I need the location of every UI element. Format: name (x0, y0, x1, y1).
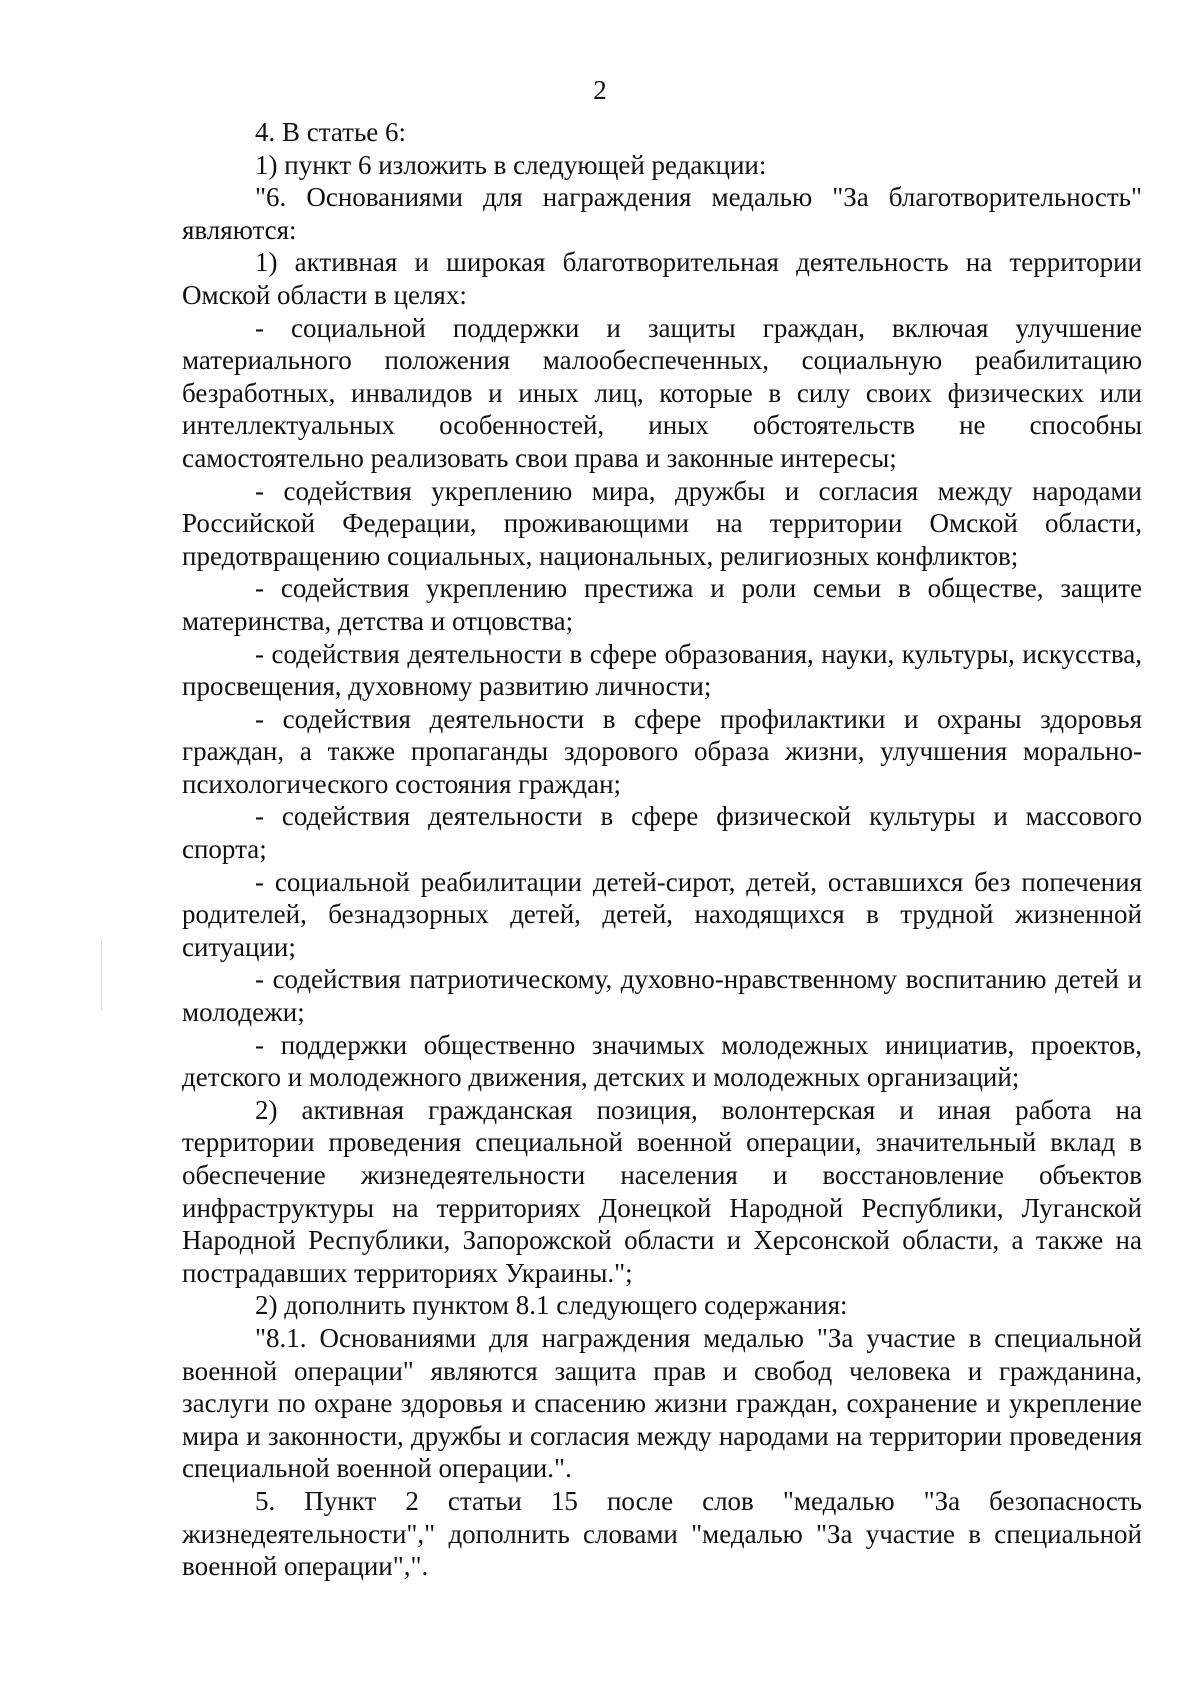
paragraph-bullet-education: - содействия деятельности в сфере образования, науки, культуры, искусства, просвещения, духовному развитию личности; (182, 638, 1142, 702)
paragraph-bullet-patriotic: - содействия патриотическому, духовно-нравственному воспитанию детей и молодежи; (182, 964, 1142, 1028)
paragraph-bullet-orphans: - социальной реабилитации детей-сирот, детей, оставшихся без попечения родителей, безнадзорных детей, детей, находящихся в трудной жизненной ситуации; (182, 866, 1142, 962)
paragraph-item-1-intro: 1) пункт 6 изложить в следующей редакции: (255, 149, 767, 180)
paragraph-bullet-youth: - поддержки общественно значимых молодежных инициатив, проектов, детского и молодежного движения, детских и молодежных организаций; (182, 1029, 1142, 1093)
paragraph-article-6-heading: 4. В статье 6: (255, 117, 407, 147)
scan-artifact-line (101, 940, 102, 1010)
paragraph-subpoint-2: 2) активная гражданская позиция, волонтерская и иная работа на территории проведения специальной военной операции, значительный вклад в обеспечение жизнедеятельности населения и восстановление объектов инфраструктуры на территориях Донецкой Народной Республики, Луганской Народной Республики, Запорожской области и Херсонской области, а также на пострадавших территориях Украины."; (182, 1094, 1142, 1288)
paragraph-bullet-family: - содействия укреплению престижа и роли семьи в обществе, защите материнства, детства и отцовства; (182, 573, 1142, 636)
page-number: 2 (593, 75, 607, 105)
paragraph-point-8-1: "8.1. Основаниями для награждения медалью "За участие в специальной военной операции" являются защита прав и свобод человека и гражданина, заслуги по охране здоровья и спасению жизни граждан, сохранение и укрепление мира и законности, дружбы и согласия между народами на территории проведения специальной военной операции.". (182, 1322, 1142, 1484)
paragraph-item-2-intro: 2) дополнить пунктом 8.1 следующего содержания: (255, 1290, 848, 1321)
paragraph-point-6: "6. Основаниями для награждения медалью "За благотворительность" являются: (182, 182, 1142, 245)
paragraph-article-15: 5. Пункт 2 статьи 15 после слов "медалью "За безопасность жизнедеятельности"," дополнить словами "медалью "За участие в специальной военной операции",". (182, 1485, 1142, 1582)
paragraph-subpoint-1: 1) активная и широкая благотворительная деятельность на территории Омской области в целях: (182, 247, 1142, 310)
paragraph-bullet-health: - содействия деятельности в сфере профилактики и охраны здоровья граждан, а также пропаганды здорового образа жизни, улучшения морально-психологического состояния граждан; (182, 703, 1142, 799)
paragraph-bullet-social-support: - социальной поддержки и защиты граждан, включая улучшение материального положения малообеспеченных, социальную реабилитацию безработных, инвалидов и иных лиц, которые в силу своих физических или интеллектуальных особенностей, иных обстоятельств не способны самостоятельно реализовать свои права и законные интересы; (182, 312, 1142, 473)
paragraph-bullet-peace: - содействия укреплению мира, дружбы и согласия между народами Российской Федерации, проживающими на территории Омской области, предотвращению социальных, национальных, религиозных конфликтов; (182, 475, 1142, 571)
document-body (182, 116, 1142, 1583)
paragraph-bullet-sport: - содействия деятельности в сфере физической культуры и массового спорта; (182, 801, 1142, 865)
